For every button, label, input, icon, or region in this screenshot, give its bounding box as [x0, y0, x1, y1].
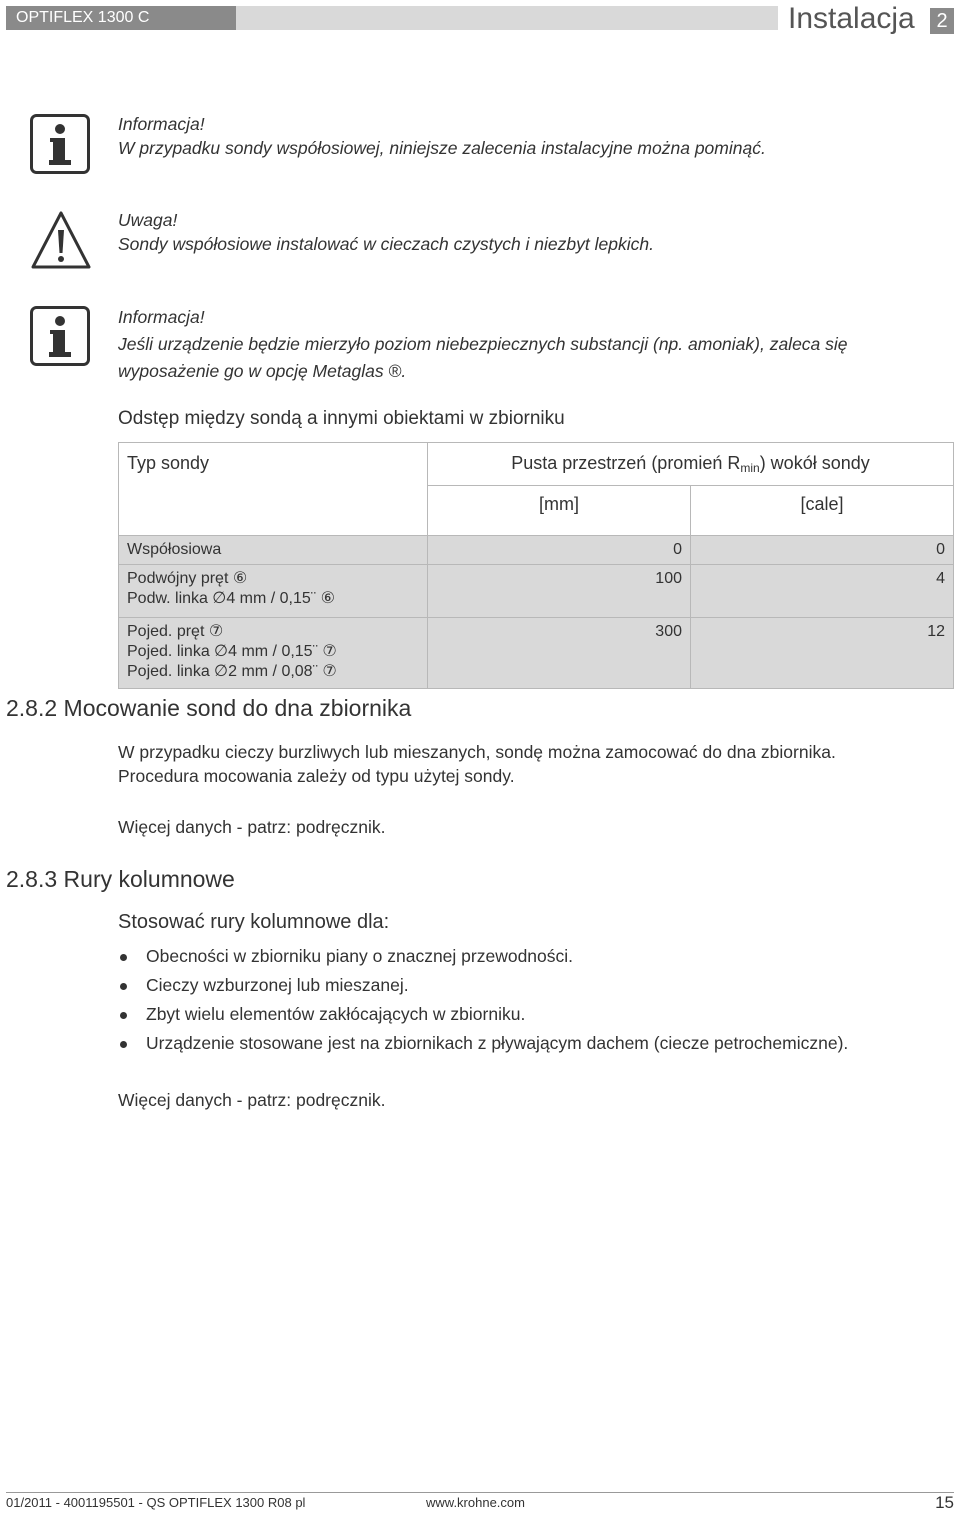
page-footer: [6, 1492, 954, 1513]
probe-type-line: Podwójny pręt ⑥: [127, 570, 248, 587]
page-number: 15: [935, 1493, 954, 1512]
value-inch: 12: [691, 618, 954, 689]
column-header-probe: Typ sondy: [119, 443, 428, 536]
probe-type: [119, 618, 428, 689]
section-heading-283: 2.8.3 Rury kolumnowe: [6, 866, 235, 892]
value-mm: 300: [428, 618, 691, 689]
probe-type: Współosiowa: [119, 536, 428, 565]
section-282-paragraph: [118, 740, 836, 788]
header-text: Pusta przestrzeń (promień R: [511, 453, 741, 473]
table-title: Odstęp między sondą a innymi obiektami w zbiorniku: [118, 408, 565, 429]
warning-icon: [30, 210, 90, 270]
header-bar: [236, 6, 778, 30]
product-name: OPTIFLEX 1300 C: [6, 6, 236, 30]
paragraph-line: W przypadku cieczy burzliwych lub mieszanych, sondę można zamocować do dna zbiornika.: [118, 742, 836, 762]
value-mm: 100: [428, 565, 691, 618]
value-mm: 0: [428, 536, 691, 565]
notice-caution: [118, 208, 654, 256]
paragraph-line: Procedura mocowania zależy od typu użytej sondy.: [118, 766, 515, 786]
website-link[interactable]: www.krohne.com: [426, 1495, 525, 1510]
probe-type-line: Pojed. pręt ⑦: [127, 623, 224, 640]
column-header-mm: [mm]: [428, 485, 691, 535]
probe-type-line: Podw. linka ∅4 mm / 0,15¨ ⑥: [127, 590, 335, 607]
section-283-intro: Stosować rury kolumnowe dla:: [118, 911, 390, 933]
header-subscript: min: [740, 461, 760, 475]
column-header-inch: [cale]: [691, 485, 954, 535]
chapter-number: 2: [930, 8, 954, 34]
section-282-more: Więcej danych - patrz: podręcznik.: [118, 817, 386, 837]
info-icon: [30, 114, 90, 174]
table-row: [119, 536, 954, 565]
table-row: [119, 618, 954, 689]
document-reference: 01/2011 - 4001195501 - QS OPTIFLEX 1300 R08 pl: [6, 1495, 306, 1510]
clearance-table: [118, 442, 954, 689]
probe-type-line: Pojed. linka ∅2 mm / 0,08¨ ⑦: [127, 663, 337, 680]
notice-title: Informacja!: [118, 307, 205, 327]
list-item: Obecności w zbiorniku piany o znacznej przewodności.: [118, 942, 848, 971]
probe-type-line: Pojed. linka ∅4 mm / 0,15¨ ⑦: [127, 643, 337, 660]
list-item: Zbyt wielu elementów zakłócających w zbiorniku.: [118, 1000, 848, 1029]
notice-info-1: [118, 112, 766, 160]
notice-text: wyposażenie go w opcję Metaglas ®.: [118, 361, 407, 381]
notice-text: W przypadku sondy współosiowej, niniejsze zalecenia instalacyjne można pominąć.: [118, 138, 766, 158]
list-item: Urządzenie stosowane jest na zbiornikach z pływającym dachem (ciecze petrochemiczne).: [118, 1029, 848, 1058]
notice-text: Jeśli urządzenie będzie mierzyło poziom niebezpiecznych substancji (np. amoniak), zaleca się: [118, 334, 848, 354]
section-283-more: Więcej danych - patrz: podręcznik.: [118, 1090, 386, 1110]
section-heading-282: 2.8.2 Mocowanie sond do dna zbiornika: [6, 695, 412, 721]
table-row: [119, 565, 954, 618]
probe-type: [119, 565, 428, 618]
notice-title: Uwaga!: [118, 210, 178, 230]
notice-info-2: [118, 304, 848, 385]
section-title: Instalacja: [788, 2, 915, 35]
notice-text: Sondy współosiowe instalować w cieczach czystych i niezbyt lepkich.: [118, 234, 654, 254]
header-text: ) wokół sondy: [759, 453, 870, 473]
column-header-space: [428, 443, 954, 486]
standpipe-use-list: [118, 942, 848, 1058]
value-inch: 4: [691, 565, 954, 618]
notice-title: Informacja!: [118, 114, 205, 134]
info-icon: [30, 306, 90, 366]
value-inch: 0: [691, 536, 954, 565]
list-item: Cieczy wzburzonej lub mieszanej.: [118, 971, 848, 1000]
